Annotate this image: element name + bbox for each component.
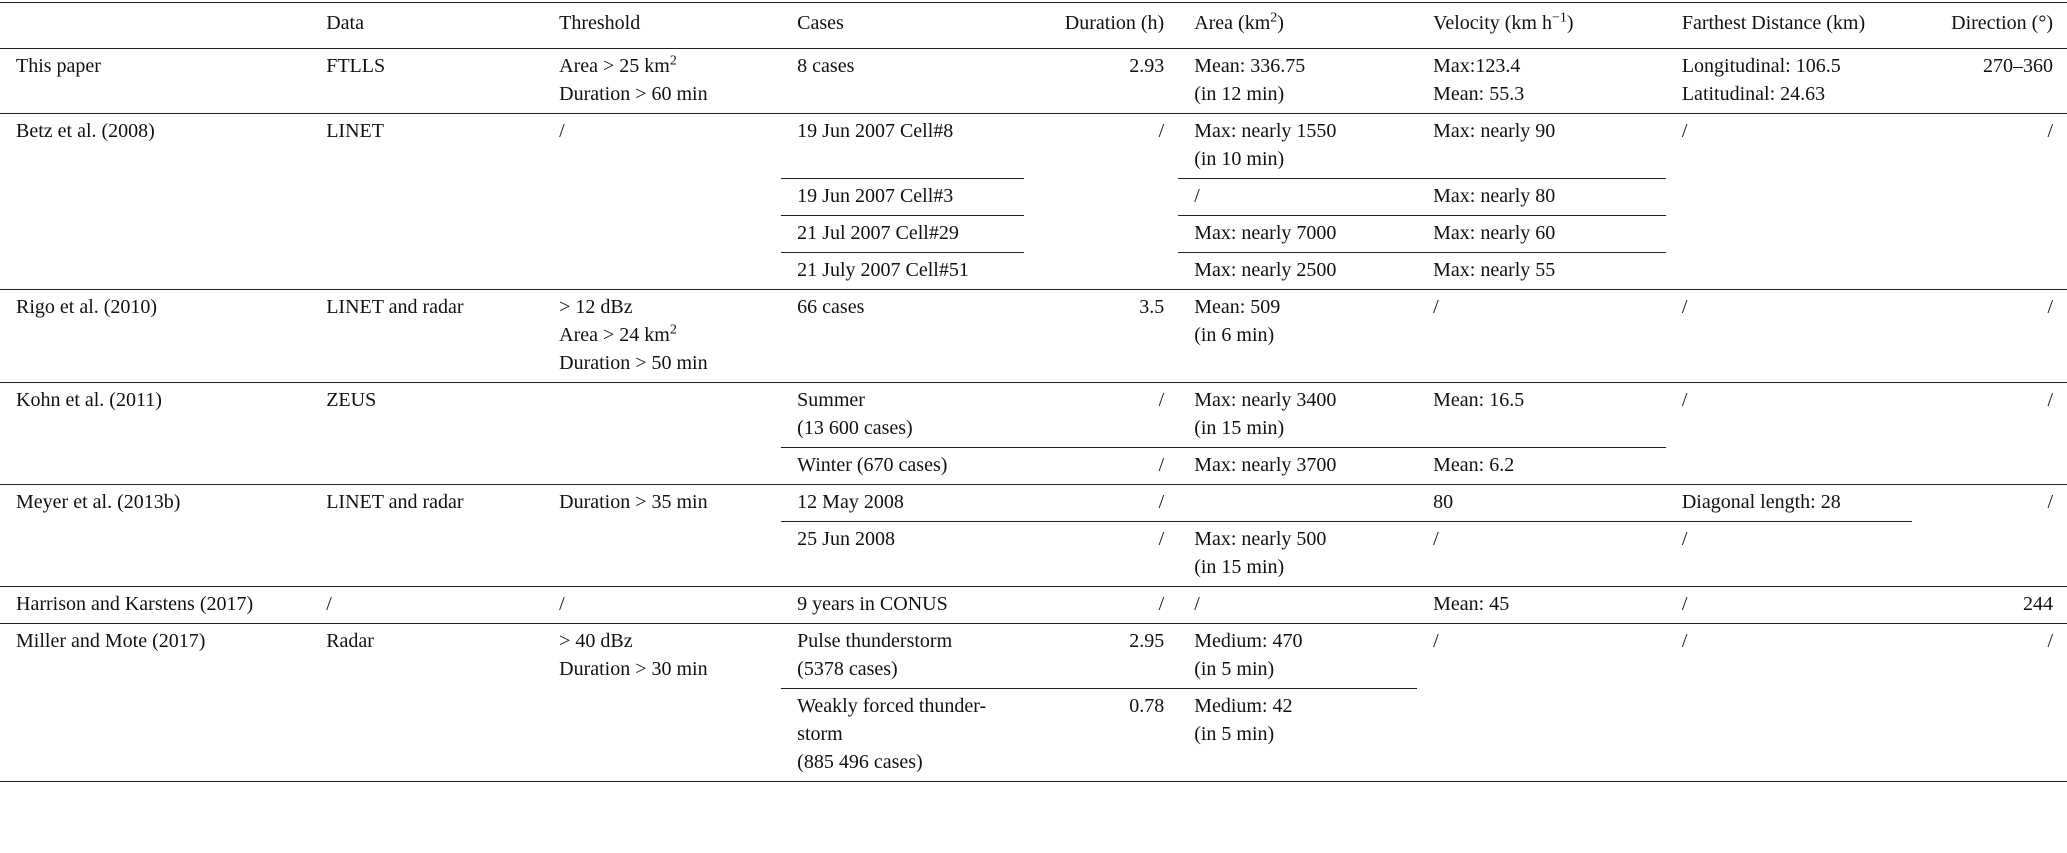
threshold-cell: Duration > 35 min: [559, 491, 708, 513]
group-kohn: [0, 383, 2067, 485]
direction-cell: 270–360: [1983, 55, 2053, 77]
header-farthest-distance: Farthest Distance (km): [1681, 12, 1866, 34]
farthest-cell: /: [1681, 593, 1688, 615]
threshold-cell: /: [559, 593, 565, 615]
cases-cell: 66 cases: [797, 296, 865, 318]
threshold-cell: Area > 25 $km^2$ Duration > 60 min: [559, 53, 708, 105]
velocity-cell: /: [1433, 528, 1439, 550]
area-cell: Max: nearly 500 (in 15 min): [1194, 528, 1327, 578]
velocity-cell: Max: nearly 90: [1417, 114, 1666, 179]
duration-cell: 3.5: [1139, 296, 1165, 318]
area-cell: Max: nearly 3700: [1194, 454, 1337, 476]
group-miller: [0, 624, 2067, 782]
study-cell: Rigo et al. (2010): [16, 296, 158, 318]
header-study: [0, 3, 310, 49]
table-row: [0, 485, 2067, 522]
area-cell: Medium: 470 (in 5 min): [1178, 624, 1417, 689]
threshold-cell: > 12 dBz Area > 24 $km^2$ Duration > 50 min: [559, 296, 708, 374]
header-data: Data: [326, 12, 364, 34]
data-cell: LINET: [326, 120, 384, 142]
table-row: [0, 114, 2067, 179]
cases-cell: 19 Jun 2007 Cell#3: [781, 179, 1024, 216]
table-header-row: [0, 3, 2067, 49]
cases-cell: 9 years in CONUS: [797, 593, 948, 615]
duration-cell: /: [1158, 120, 1165, 142]
cases-cell: 12 May 2008: [781, 485, 1024, 522]
velocity-cell: Max:123.4 Mean: 55.3: [1433, 55, 1525, 105]
group-this-paper: [0, 49, 2067, 114]
duration-cell: 0.78: [1129, 695, 1165, 717]
velocity-cell: Mean: 6.2: [1433, 454, 1515, 476]
duration-cell: /: [1158, 528, 1165, 550]
table-row: [0, 49, 2067, 114]
data-cell: ZEUS: [326, 389, 377, 411]
cases-cell: 19 Jun 2007 Cell#8: [781, 114, 1024, 179]
study-cell: Miller and Mote (2017): [16, 630, 206, 652]
header-cases: Cases: [797, 12, 844, 34]
velocity-cell: /: [1433, 630, 1439, 652]
direction-cell: /: [2047, 120, 2053, 142]
header-direction: Direction (°): [1951, 12, 2053, 34]
cases-cell: 21 Jul 2007 Cell#29: [781, 216, 1024, 253]
header-velocity: Velocity (km $h^{-1}$): [1433, 10, 1574, 34]
data-cell: LINET and radar: [326, 491, 464, 513]
cases-cell: Pulse thunderstorm (5378 cases): [781, 624, 1024, 689]
velocity-cell: Max: nearly 55: [1433, 259, 1556, 281]
data-cell: LINET and radar: [326, 296, 464, 318]
study-cell: This paper: [16, 55, 101, 77]
table-row: [0, 383, 2067, 448]
farthest-cell: /: [1681, 630, 1688, 652]
area-cell: Max: nearly 1550 (in 10 min): [1178, 114, 1417, 179]
farthest-cell: /: [1681, 528, 1688, 550]
comparison-table: [0, 2, 2067, 782]
duration-cell: /: [1024, 485, 1178, 522]
farthest-cell: Diagonal length: 28: [1666, 485, 1912, 522]
area-cell: Mean: 509 (in 6 min): [1194, 296, 1281, 346]
velocity-cell: Max: nearly 60: [1417, 216, 1666, 253]
area-cell: /: [1178, 179, 1417, 216]
group-rigo: [0, 290, 2067, 383]
cases-cell: Winter (670 cases): [797, 454, 948, 476]
area-cell: Medium: 42 (in 5 min): [1194, 695, 1293, 745]
data-cell: /: [326, 593, 332, 615]
header-threshold: Threshold: [559, 12, 641, 34]
data-cell: Radar: [326, 630, 374, 652]
group-betz: [0, 114, 2067, 290]
direction-cell: /: [2047, 630, 2053, 652]
header-duration: Duration (h): [1064, 12, 1165, 34]
area-cell: /: [1194, 593, 1200, 615]
threshold-cell: /: [559, 120, 565, 142]
group-harrison: [0, 587, 2067, 624]
study-cell: Meyer et al. (2013b): [16, 491, 181, 513]
cases-cell: Summer (13 600 cases): [781, 383, 1024, 448]
cases-cell: 25 Jun 2008: [797, 528, 895, 550]
velocity-cell: Mean: 16.5: [1417, 383, 1666, 448]
duration-cell: 2.93: [1129, 55, 1165, 77]
cases-cell: Weakly forced thunder- storm (885 496 cases): [797, 695, 987, 773]
direction-cell: /: [2047, 491, 2053, 513]
threshold-cell: > 40 dBz Duration > 30 min: [559, 630, 708, 680]
cases-cell: 21 July 2007 Cell#51: [797, 259, 969, 281]
header-area: Area $(km^2)$: [1194, 10, 1284, 34]
area-cell: Max: nearly 2500: [1194, 259, 1337, 281]
data-cell: FTLLS: [326, 55, 386, 77]
farthest-cell: /: [1681, 389, 1688, 411]
area-cell: Max: nearly 7000: [1178, 216, 1417, 253]
direction-cell: /: [2047, 296, 2053, 318]
direction-cell: /: [2047, 389, 2053, 411]
farthest-cell: /: [1681, 296, 1688, 318]
velocity-cell: Max: nearly 80: [1417, 179, 1666, 216]
farthest-cell: Longitudinal: 106.5 Latitudinal: 24.63: [1681, 55, 1841, 105]
group-meyer: [0, 485, 2067, 587]
table-row: [0, 587, 2067, 624]
velocity-cell: Mean: 45: [1433, 593, 1510, 615]
study-cell: Kohn et al. (2011): [16, 389, 162, 411]
area-cell: Mean: 336.75 (in 12 min): [1194, 55, 1306, 105]
study-cell: Betz et al. (2008): [16, 120, 155, 142]
duration-cell: 2.95: [1024, 624, 1178, 689]
table-row: [0, 624, 2067, 689]
duration-cell: /: [1158, 454, 1165, 476]
duration-cell: /: [1158, 593, 1165, 615]
farthest-cell: /: [1681, 120, 1688, 142]
velocity-cell: /: [1433, 296, 1439, 318]
cases-cell: 8 cases: [797, 55, 855, 77]
area-cell: Max: nearly 3400 (in 15 min): [1178, 383, 1417, 448]
table-row: [0, 290, 2067, 383]
velocity-cell: 80: [1417, 485, 1666, 522]
area-cell: [1178, 485, 1417, 522]
duration-cell: /: [1024, 383, 1178, 448]
direction-cell: 244: [2023, 593, 2053, 615]
study-cell: Harrison and Karstens (2017): [16, 593, 254, 615]
threshold-cell: [543, 383, 781, 485]
